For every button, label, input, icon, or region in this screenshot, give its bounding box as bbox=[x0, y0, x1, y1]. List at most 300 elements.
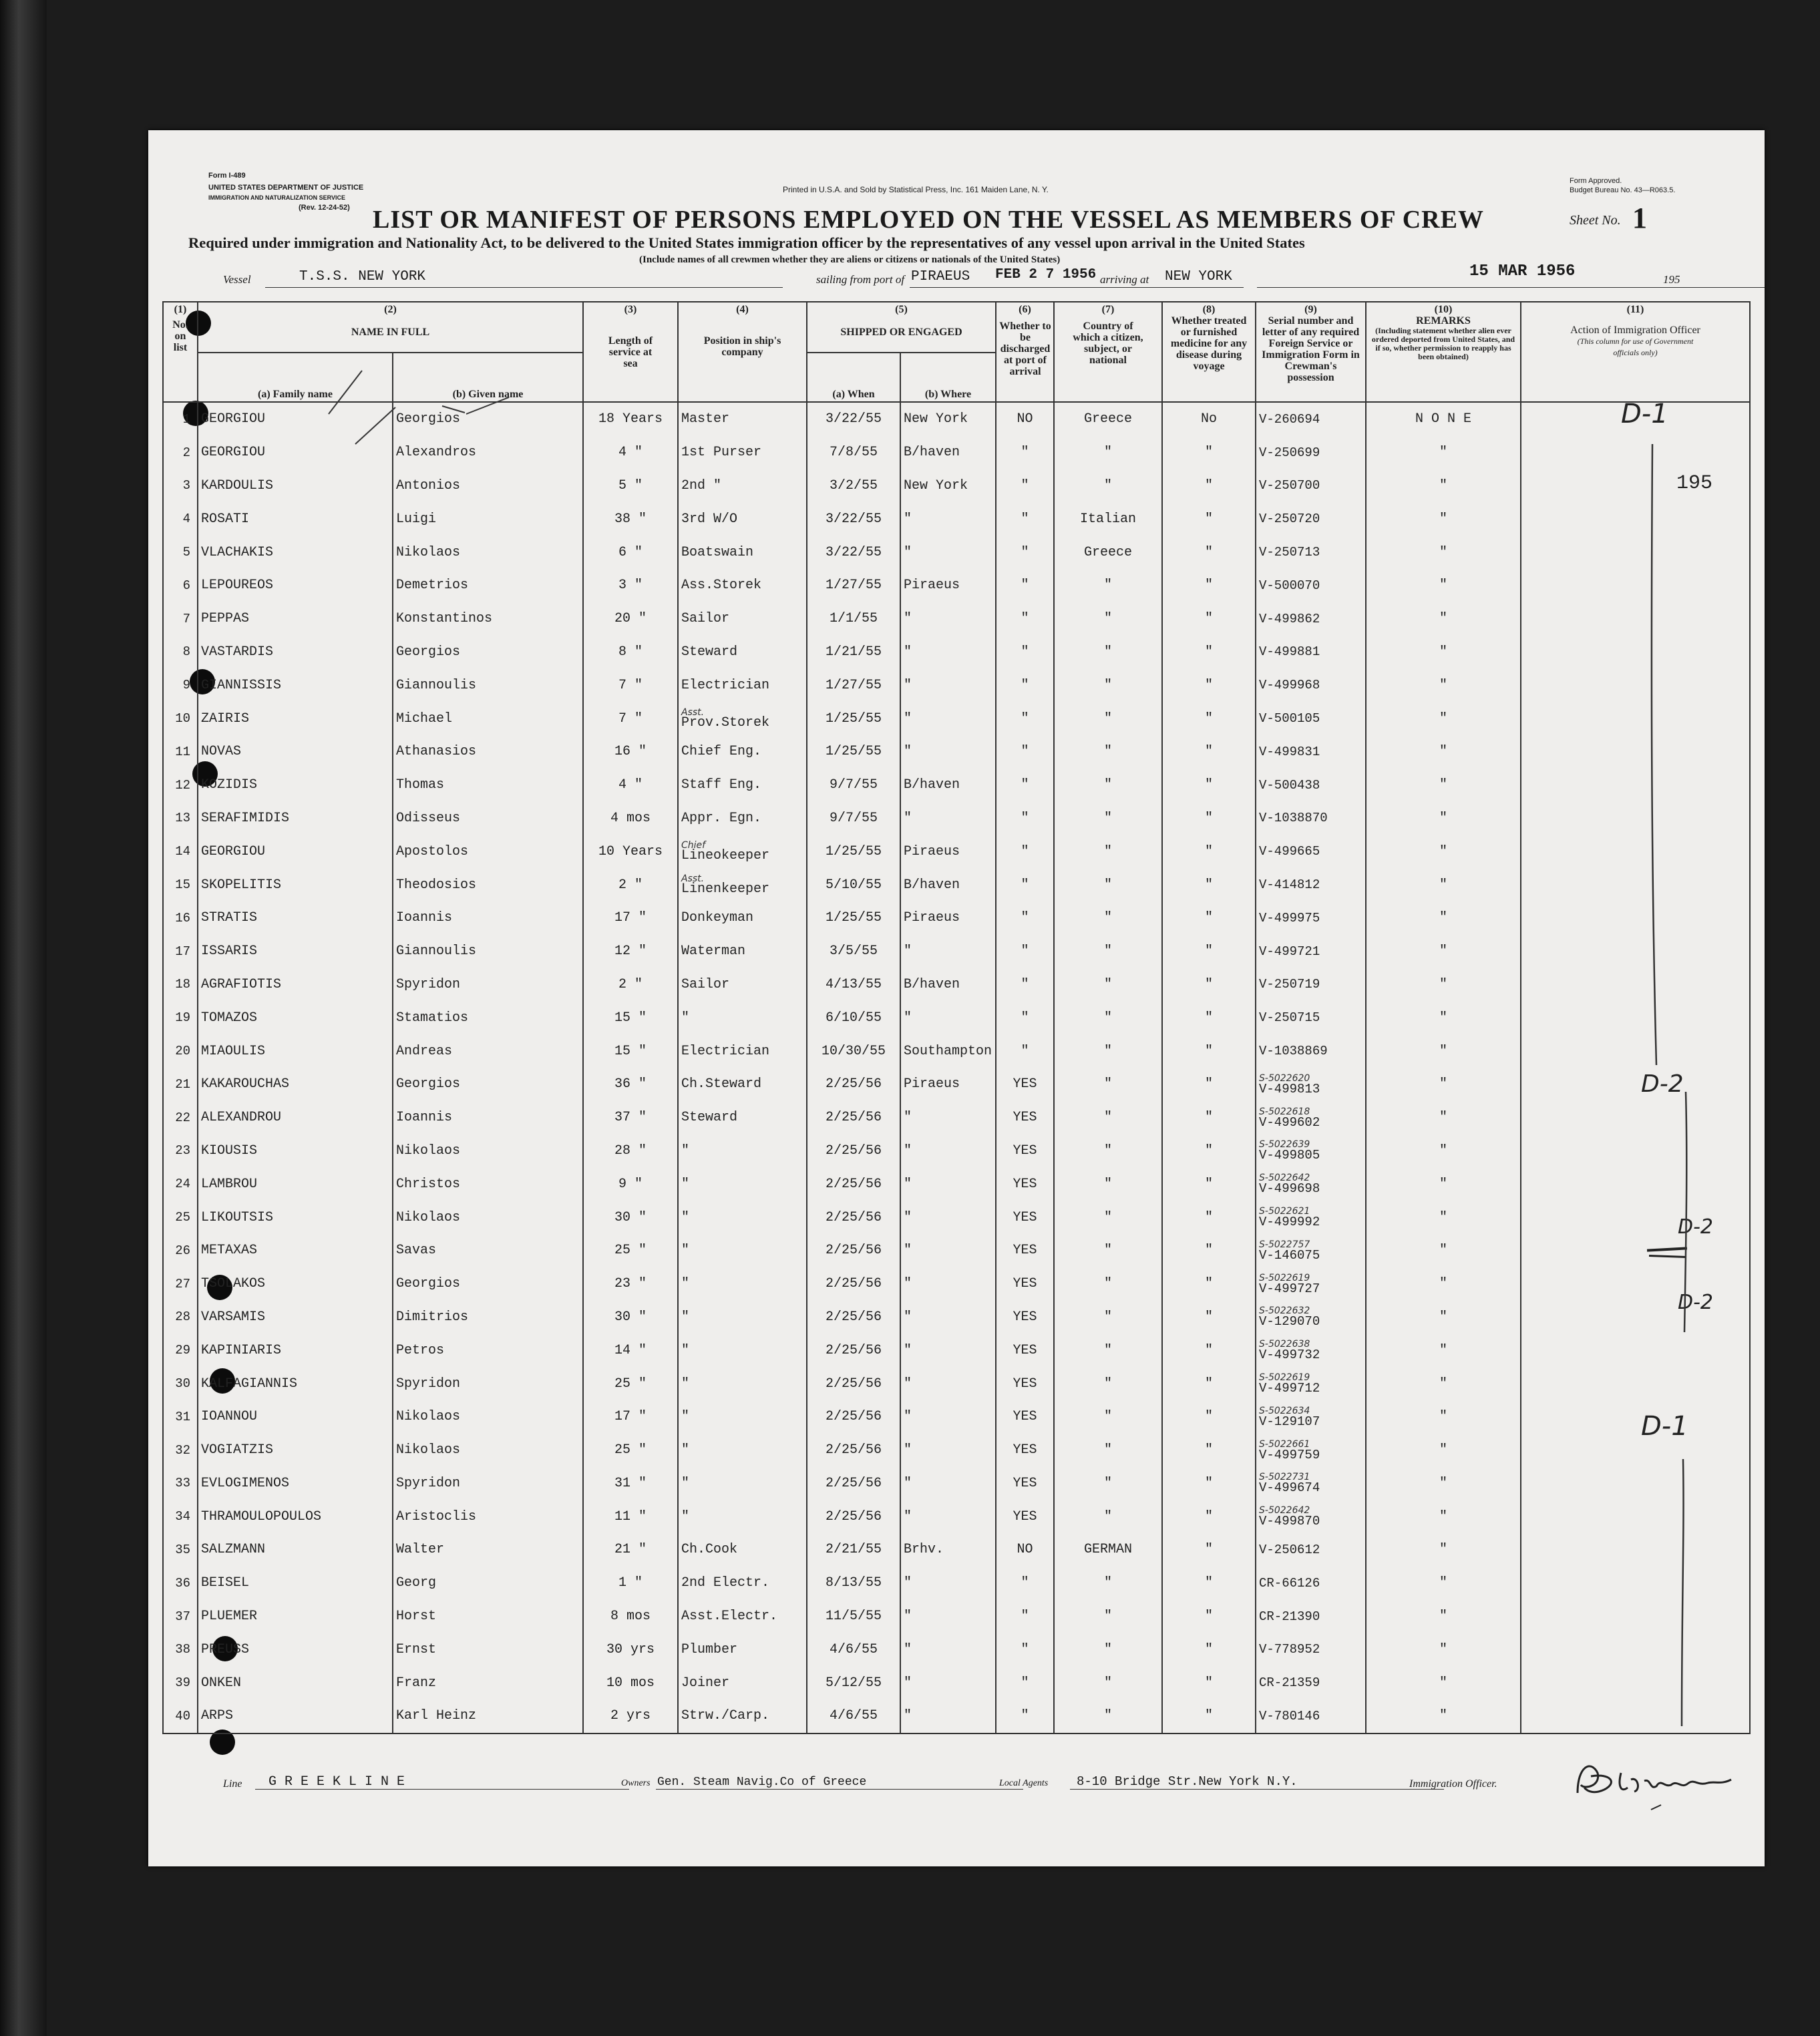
row-number: 24 bbox=[175, 1177, 190, 1192]
remarks: " bbox=[1439, 944, 1447, 960]
treated: " bbox=[1204, 1675, 1213, 1691]
shipped-where: " bbox=[904, 1010, 912, 1026]
correction-stroke bbox=[329, 371, 395, 444]
family-name: SALZMANN bbox=[201, 1542, 266, 1558]
agents-underline bbox=[1070, 1789, 1444, 1790]
remarks: " bbox=[1439, 1110, 1447, 1126]
service-length: 25 " bbox=[614, 1376, 647, 1392]
family-name: STRATIS bbox=[201, 910, 258, 926]
service-length: 17 " bbox=[614, 1409, 647, 1425]
form-approved: Form Approved. bbox=[1570, 177, 1622, 185]
serial-number: V-499602 bbox=[1259, 1114, 1320, 1130]
family-name: GEORGIOU bbox=[201, 411, 266, 427]
position: 2nd Electr. bbox=[681, 1575, 770, 1591]
shipped-where: " bbox=[904, 744, 912, 760]
sailing-label: sailing from port of bbox=[816, 273, 905, 286]
country: " bbox=[1103, 1309, 1112, 1325]
shipped-where: " bbox=[904, 644, 912, 660]
service-length: 6 " bbox=[618, 544, 643, 560]
position: Staff Eng. bbox=[681, 777, 762, 793]
serial-number-annotation: S-5022620 bbox=[1259, 1072, 1310, 1084]
service-length: 25 " bbox=[614, 1442, 647, 1458]
remarks: " bbox=[1439, 1475, 1447, 1491]
family-name: SKOPELITIS bbox=[201, 877, 282, 893]
serial-number: V-499698 bbox=[1259, 1181, 1320, 1197]
remarks: N O N E bbox=[1415, 411, 1471, 427]
shipped-when: 4/13/55 bbox=[825, 976, 882, 992]
service-length: 9 " bbox=[618, 1176, 643, 1192]
remarks: " bbox=[1439, 644, 1447, 660]
discharged: " bbox=[1021, 477, 1029, 493]
service-length: 25 " bbox=[614, 1243, 647, 1259]
service-length: 16 " bbox=[614, 744, 647, 760]
bracket-line bbox=[1684, 1092, 1686, 1332]
discharged: YES bbox=[1013, 1342, 1037, 1358]
line-value: G R E E K L I N E bbox=[268, 1774, 405, 1790]
given-name: Nikolaos bbox=[396, 1209, 461, 1225]
officer-mark-d2-a: D-2 bbox=[1678, 1215, 1714, 1239]
position: Ass.Storek bbox=[681, 578, 762, 594]
vessel-name: T.S.S. NEW YORK bbox=[299, 269, 426, 284]
serial-number: V-250713 bbox=[1259, 545, 1320, 560]
shipped-when: 1/25/55 bbox=[825, 744, 882, 760]
given-name: Antonios bbox=[396, 477, 461, 493]
family-name: KIOUSIS bbox=[201, 1143, 258, 1159]
position: Steward bbox=[681, 1110, 738, 1126]
col-header-position: (4) Position in ship's company bbox=[678, 302, 807, 402]
service-line: IMMIGRATION AND NATURALIZATION SERVICE bbox=[208, 194, 345, 201]
family-name: VOGIATZIS bbox=[201, 1442, 274, 1458]
position: " bbox=[681, 1442, 690, 1458]
shipped-when: 2/25/56 bbox=[825, 1143, 882, 1159]
discharged: YES bbox=[1013, 1276, 1037, 1292]
shipped-where: Piraeus bbox=[904, 910, 960, 926]
serial-number: V-499862 bbox=[1259, 611, 1320, 626]
family-name: ZAIRIS bbox=[201, 710, 250, 727]
position: " bbox=[681, 1276, 690, 1292]
row-number: 33 bbox=[175, 1476, 190, 1491]
shipped-when: 2/25/56 bbox=[825, 1209, 882, 1225]
given-name: Ioannis bbox=[396, 1110, 453, 1126]
family-name: METAXAS bbox=[201, 1243, 258, 1259]
shipped-when: 9/7/55 bbox=[829, 777, 878, 793]
position: Strw./Carp. bbox=[681, 1708, 770, 1724]
serial-number: V-499968 bbox=[1259, 678, 1320, 693]
shipped-where: " bbox=[904, 544, 912, 560]
shipped-where: " bbox=[904, 677, 912, 693]
shipped-where: " bbox=[904, 1110, 912, 1126]
given-name: Spyridon bbox=[396, 1475, 461, 1491]
family-name: GIANNISSIS bbox=[201, 677, 282, 693]
given-name: Georgios bbox=[396, 1076, 461, 1092]
serial-number-annotation: S-5022619 bbox=[1259, 1372, 1310, 1383]
discharged: " bbox=[1021, 1641, 1029, 1657]
family-name: ONKEN bbox=[201, 1675, 242, 1691]
discharged: NO bbox=[1017, 411, 1033, 427]
shipped-when: 3/5/55 bbox=[829, 944, 878, 960]
country: " bbox=[1103, 976, 1112, 992]
shipped-where: B/haven bbox=[904, 877, 960, 893]
country: " bbox=[1103, 910, 1112, 926]
discharged: " bbox=[1021, 1609, 1029, 1625]
row-number: 15 bbox=[175, 877, 190, 893]
country: " bbox=[1103, 1575, 1112, 1591]
shipped-where: Brhv. bbox=[904, 1542, 944, 1558]
row-number: 7 bbox=[182, 611, 190, 626]
family-name: LAMBROU bbox=[201, 1176, 258, 1192]
serial-number: V-500105 bbox=[1259, 711, 1320, 727]
serial-number: V-129070 bbox=[1259, 1314, 1320, 1330]
given-name: Stamatios bbox=[396, 1010, 469, 1026]
country: Greece bbox=[1083, 411, 1132, 427]
treated: " bbox=[1204, 710, 1213, 727]
position: Waterman bbox=[681, 944, 746, 960]
country: " bbox=[1103, 1209, 1112, 1225]
service-length: 2 " bbox=[618, 976, 643, 992]
owners-value: Gen. Steam Navig.Co of Greece bbox=[657, 1776, 867, 1789]
shipped-when: 2/25/56 bbox=[825, 1475, 882, 1491]
include-note: (Include names of all crewmen whether they are aliens or citizens or nationals of the United States) bbox=[639, 254, 1061, 265]
family-name: BEISEL bbox=[201, 1575, 250, 1591]
officer-mark-d2-b: D-2 bbox=[1678, 1291, 1714, 1314]
given-name: Giannoulis bbox=[396, 677, 477, 693]
treated: " bbox=[1204, 777, 1213, 793]
row-number: 34 bbox=[175, 1509, 190, 1524]
family-name: IOANNOU bbox=[201, 1409, 258, 1425]
row-number: 18 bbox=[175, 977, 190, 992]
remarks: " bbox=[1439, 1276, 1447, 1292]
row-number: 13 bbox=[175, 811, 190, 826]
row-number: 37 bbox=[175, 1609, 190, 1624]
service-length: 3 " bbox=[618, 578, 643, 594]
row-number: 2 bbox=[182, 445, 190, 460]
serial-number: V-1038869 bbox=[1259, 1044, 1328, 1059]
given-name: Walter bbox=[396, 1542, 445, 1558]
remarks: " bbox=[1439, 544, 1447, 560]
position-annotation: Chief bbox=[681, 840, 706, 851]
shipped-where: " bbox=[904, 1342, 912, 1358]
discharged: YES bbox=[1013, 1176, 1037, 1192]
discharged: YES bbox=[1013, 1110, 1037, 1126]
row-number: 36 bbox=[175, 1575, 190, 1591]
country: " bbox=[1103, 1475, 1112, 1491]
remarks: " bbox=[1439, 810, 1447, 826]
serial-number: V-499975 bbox=[1259, 910, 1320, 926]
position: Chief Eng. bbox=[681, 744, 762, 760]
shipped-where: " bbox=[904, 1376, 912, 1392]
treated: " bbox=[1204, 1708, 1213, 1724]
shipped-when: 1/1/55 bbox=[829, 611, 878, 627]
given-name: Georgios bbox=[396, 1276, 461, 1292]
service-length: 37 " bbox=[614, 1110, 647, 1126]
given-name: Aristoclis bbox=[396, 1508, 477, 1524]
country: " bbox=[1103, 1442, 1112, 1458]
family-name: KAKAROUCHAS bbox=[201, 1076, 290, 1092]
serial-number: V-414812 bbox=[1259, 877, 1320, 893]
remarks: " bbox=[1439, 1442, 1447, 1458]
family-name: MIAOULIS bbox=[201, 1043, 266, 1059]
position: Joiner bbox=[681, 1675, 730, 1691]
remarks: " bbox=[1439, 578, 1447, 594]
owners-label: Owners bbox=[621, 1778, 651, 1788]
position: " bbox=[681, 1475, 690, 1491]
form-revision: (Rev. 12-24-52) bbox=[299, 204, 350, 212]
col-header-treated: (8) Whether treated or furnished medicine for any disease during voyage bbox=[1162, 302, 1256, 402]
service-length: 8 " bbox=[618, 644, 643, 660]
service-length: 4 " bbox=[618, 445, 643, 461]
serial-number: V-499805 bbox=[1259, 1148, 1320, 1163]
serial-number: V-500438 bbox=[1259, 777, 1320, 793]
remarks: " bbox=[1439, 1575, 1447, 1591]
row-number: 10 bbox=[175, 711, 190, 727]
serial-number-annotation: S-5022661 bbox=[1259, 1438, 1310, 1450]
col-header-where: (b) Where bbox=[900, 353, 996, 402]
treated: " bbox=[1204, 1508, 1213, 1524]
position: " bbox=[681, 1376, 690, 1392]
given-name: Demetrios bbox=[396, 578, 469, 594]
tick-mark bbox=[466, 397, 509, 414]
given-name: Nikolaos bbox=[396, 1409, 461, 1425]
country: " bbox=[1103, 1143, 1112, 1159]
given-name: Andreas bbox=[396, 1043, 453, 1059]
service-length: 30 " bbox=[614, 1209, 647, 1225]
row-number: 6 bbox=[182, 578, 190, 593]
treated: " bbox=[1204, 611, 1213, 627]
shipped-when: 3/2/55 bbox=[829, 477, 878, 493]
bracket-line bbox=[1682, 1459, 1684, 1726]
row-number: 27 bbox=[175, 1276, 190, 1291]
position: Electrician bbox=[681, 677, 770, 693]
shipped-where: " bbox=[904, 1708, 912, 1724]
shipped-where: " bbox=[904, 611, 912, 627]
row-number: 21 bbox=[175, 1076, 190, 1092]
shipped-when: 11/5/55 bbox=[825, 1609, 882, 1625]
shipped-where: Southampton bbox=[904, 1043, 992, 1059]
given-name: Theodosios bbox=[396, 877, 477, 893]
service-length: 38 " bbox=[614, 511, 647, 527]
country: " bbox=[1103, 777, 1112, 793]
service-length: 4 mos bbox=[610, 810, 651, 826]
treated: " bbox=[1204, 1309, 1213, 1325]
agents-label: Local Agents bbox=[999, 1778, 1049, 1788]
country: " bbox=[1103, 744, 1112, 760]
discharged: YES bbox=[1013, 1508, 1037, 1524]
discharged: YES bbox=[1013, 1309, 1037, 1325]
country: " bbox=[1103, 1675, 1112, 1691]
discharged: NO bbox=[1017, 1542, 1033, 1558]
given-name: Apostolos bbox=[396, 843, 469, 859]
page-title: LIST OR MANIFEST OF PERSONS EMPLOYED ON THE VESSEL AS MEMBERS OF CREW bbox=[373, 206, 1484, 234]
remarks: " bbox=[1439, 877, 1447, 893]
position: Master bbox=[681, 411, 730, 427]
family-name: KALFAGIANNIS bbox=[201, 1376, 298, 1392]
discharged: " bbox=[1021, 1575, 1029, 1591]
row-number: 5 bbox=[182, 545, 190, 560]
shipped-when: 6/10/55 bbox=[825, 1010, 882, 1026]
col-header-remarks: (10) REMARKS (Including statement whether alien ever ordered deported from United States, and if so, whether permission to reapply has been obtained) bbox=[1366, 302, 1521, 402]
family-name: ARPS bbox=[201, 1708, 234, 1724]
remarks: " bbox=[1439, 1309, 1447, 1325]
service-length: 18 Years bbox=[598, 411, 663, 427]
position: Sailor bbox=[681, 611, 730, 627]
discharged: YES bbox=[1013, 1409, 1037, 1425]
row-number: 4 bbox=[182, 512, 190, 527]
serial-number: V-499870 bbox=[1259, 1514, 1320, 1529]
shipped-where: " bbox=[904, 511, 912, 527]
position: Sailor bbox=[681, 976, 730, 992]
shipped-when: 5/12/55 bbox=[825, 1675, 882, 1691]
discharged: " bbox=[1021, 1708, 1029, 1724]
film-edge bbox=[0, 0, 47, 2036]
shipped-where: " bbox=[904, 1143, 912, 1159]
row-number: 19 bbox=[175, 1010, 190, 1026]
remarks: " bbox=[1439, 1209, 1447, 1225]
serial-number: V-778952 bbox=[1259, 1642, 1320, 1657]
margin-number: 195 bbox=[1676, 472, 1713, 495]
given-name: Ioannis bbox=[396, 910, 453, 926]
serial-number-annotation: S-5022642 bbox=[1259, 1173, 1310, 1184]
family-name: KOZIDIS bbox=[201, 777, 258, 793]
given-name: Franz bbox=[396, 1675, 437, 1691]
treated: " bbox=[1204, 944, 1213, 960]
country: " bbox=[1103, 644, 1112, 660]
discharged: " bbox=[1021, 644, 1029, 660]
officer-mark-d1: D-1 bbox=[1621, 399, 1668, 429]
shipped-when: 2/25/56 bbox=[825, 1442, 882, 1458]
discharged: " bbox=[1021, 810, 1029, 826]
position: " bbox=[681, 1010, 690, 1026]
given-name: Georg bbox=[396, 1575, 437, 1591]
service-length: 36 " bbox=[614, 1076, 647, 1092]
serial-number-annotation: S-5022619 bbox=[1259, 1272, 1310, 1283]
shipped-where: " bbox=[904, 710, 912, 727]
shipped-when: 3/22/55 bbox=[825, 544, 882, 560]
given-name: Alexandros bbox=[396, 445, 477, 461]
service-length: 7 " bbox=[618, 677, 643, 693]
given-name: Nikolaos bbox=[396, 1442, 461, 1458]
shipped-when: 3/22/55 bbox=[825, 411, 882, 427]
col-header-shipped: (5) SHIPPED OR ENGAGED bbox=[807, 302, 996, 353]
shipped-when: 2/21/55 bbox=[825, 1542, 882, 1558]
shipped-where: Piraeus bbox=[904, 578, 960, 594]
discharged: " bbox=[1021, 445, 1029, 461]
country: " bbox=[1103, 1243, 1112, 1259]
shipped-when: 1/25/55 bbox=[825, 710, 882, 727]
remarks: " bbox=[1439, 910, 1447, 926]
discharged: YES bbox=[1013, 1243, 1037, 1259]
service-length: 23 " bbox=[614, 1276, 647, 1292]
family-name: VLACHAKIS bbox=[201, 544, 274, 560]
treated: " bbox=[1204, 1609, 1213, 1625]
shipped-when: 7/8/55 bbox=[829, 445, 878, 461]
row-number: 38 bbox=[175, 1642, 190, 1657]
family-name: ROSATI bbox=[201, 511, 250, 527]
country: " bbox=[1103, 1508, 1112, 1524]
treated: " bbox=[1204, 544, 1213, 560]
serial-number: V-499732 bbox=[1259, 1348, 1320, 1363]
serial-number: V-499992 bbox=[1259, 1215, 1320, 1230]
treated: " bbox=[1204, 1442, 1213, 1458]
country: " bbox=[1103, 578, 1112, 594]
sailing-port: PIRAEUS bbox=[911, 269, 970, 284]
service-length: 15 " bbox=[614, 1010, 647, 1026]
officer-signature bbox=[1564, 1746, 1751, 1820]
row-number: 25 bbox=[175, 1210, 190, 1225]
bracket-line bbox=[1652, 444, 1656, 1065]
treated: " bbox=[1204, 1176, 1213, 1192]
given-name: Georgios bbox=[396, 644, 461, 660]
family-name: THRAMOULOPOULOS bbox=[201, 1508, 322, 1524]
family-name: LIKOUTSIS bbox=[201, 1209, 274, 1225]
serial-number-annotation: S-5022632 bbox=[1259, 1305, 1310, 1317]
shipped-when: 1/25/55 bbox=[825, 843, 882, 859]
shipped-where: " bbox=[904, 1442, 912, 1458]
shipped-where: " bbox=[904, 1475, 912, 1491]
discharged: " bbox=[1021, 843, 1029, 859]
remarks: " bbox=[1439, 611, 1447, 627]
serial-number: CR-21359 bbox=[1259, 1675, 1320, 1691]
position: Ch.Cook bbox=[681, 1542, 738, 1558]
country: " bbox=[1103, 843, 1112, 859]
shipped-when: 2/25/56 bbox=[825, 1076, 882, 1092]
discharged: YES bbox=[1013, 1209, 1037, 1225]
country: " bbox=[1103, 1010, 1112, 1026]
service-length: 21 " bbox=[614, 1542, 647, 1558]
shipped-where: " bbox=[904, 1575, 912, 1591]
shipped-where: " bbox=[904, 1176, 912, 1192]
arrival-date-stamp: 15 MAR 1956 bbox=[1469, 262, 1576, 280]
position: 2nd " bbox=[681, 477, 722, 493]
family-name: TOMAZOS bbox=[201, 1010, 258, 1026]
serial-number: V-250699 bbox=[1259, 445, 1320, 460]
sheet-label: Sheet No. bbox=[1570, 213, 1621, 228]
country: " bbox=[1103, 677, 1112, 693]
remarks: " bbox=[1439, 744, 1447, 760]
discharged: " bbox=[1021, 877, 1029, 893]
treated: " bbox=[1204, 843, 1213, 859]
family-name: VARSAMIS bbox=[201, 1309, 266, 1325]
discharged: " bbox=[1021, 611, 1029, 627]
col-header-name: (2) NAME IN FULL bbox=[198, 302, 583, 353]
discharged: " bbox=[1021, 744, 1029, 760]
remarks: " bbox=[1439, 777, 1447, 793]
shipped-when: 2/25/56 bbox=[825, 1342, 882, 1358]
shipped-where: New York bbox=[904, 477, 968, 493]
country: " bbox=[1103, 877, 1112, 893]
remarks: " bbox=[1439, 1376, 1447, 1392]
position: " bbox=[681, 1143, 690, 1159]
shipped-where: Piraeus bbox=[904, 1076, 960, 1092]
budget-bureau: Budget Bureau No. 43—R063.5. bbox=[1570, 186, 1676, 194]
country: GERMAN bbox=[1083, 1542, 1132, 1558]
country: " bbox=[1103, 710, 1112, 727]
treated: " bbox=[1204, 445, 1213, 461]
row-number: 39 bbox=[175, 1675, 190, 1691]
serial-number: V-499665 bbox=[1259, 844, 1320, 859]
serial-number: V-499712 bbox=[1259, 1381, 1320, 1396]
family-name: ALEXANDROU bbox=[201, 1110, 282, 1126]
given-name: Thomas bbox=[396, 777, 445, 793]
family-name: NOVAS bbox=[201, 744, 242, 760]
shipped-when: 2/25/56 bbox=[825, 1409, 882, 1425]
remarks: " bbox=[1439, 477, 1447, 493]
arriving-label: arriving at bbox=[1100, 273, 1149, 286]
remarks: " bbox=[1439, 1609, 1447, 1625]
serial-number: V-1038870 bbox=[1259, 811, 1328, 826]
service-length: 4 " bbox=[618, 777, 643, 793]
shipped-where: New York bbox=[904, 411, 968, 427]
position: Electrician bbox=[681, 1043, 770, 1059]
